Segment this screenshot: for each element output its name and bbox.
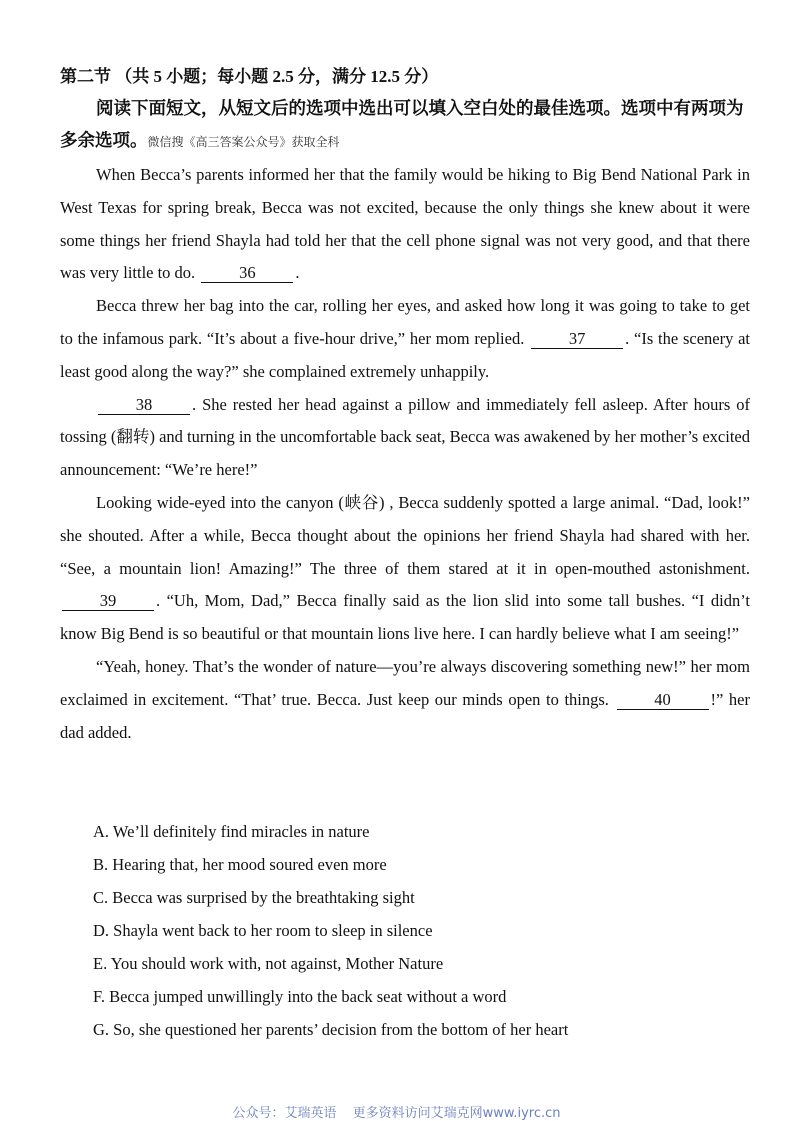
paragraph-2	[60, 290, 750, 388]
option-b: B. Hearing that, her mood soured even more	[93, 855, 387, 874]
paragraph-4-before: Looking wide-eyed into the canyon (峡谷) , Becca suddenly spotted a large animal. “Dad, look!” she shouted. After a while, Becca thought about the opinions her friend Shayla had shared with her. “See, a mountain lion! Amazing!” The three of them stared at it in open-mouthed astonishment.	[60, 492, 750, 578]
instruction-text: 阅读下面短文，从短文后的选项中选出可以填入空白处的最佳选项。选项中有两项为多余选项。	[60, 98, 744, 150]
paragraph-3	[60, 389, 750, 487]
option-g: G. So, she questioned her parents’ decision from the bottom of her heart	[93, 1020, 569, 1039]
paragraph-2-before: Becca threw her bag into the car, rolling her eyes, and asked how long it was going to take to get to the infamous park. “It’s about a five-hour drive,” her mom replied.	[60, 296, 750, 348]
paragraph-4	[60, 487, 750, 651]
paragraph-5-before: “Yeah, honey. That’s the wonder of nature—you’re always discovering something new!” her mom exclaimed in excitement. “That’ true. Becca. Just keep our minds open to things.	[60, 656, 750, 709]
paragraph-5-after: !” her dad added.	[60, 689, 751, 742]
paragraph-1	[60, 159, 750, 290]
paragraph-2-after: . “Is the scenery at least good along the way?” she complained extremely unhappily.	[60, 328, 751, 381]
paragraph-5	[60, 651, 750, 749]
instruction	[60, 92, 750, 158]
paragraph-1-after: .	[295, 263, 300, 283]
paragraph-4-after: . “Uh, Mom, Dad,” Becca finally said as the lion slid into some tall bushes. “I didn’t know Big Bend is so beautiful or that mountain lions live here. I can hardly believe what I am seeing!”	[60, 591, 750, 644]
blank-37: 37	[531, 330, 623, 349]
footer-watermark	[0, 1102, 793, 1121]
option-e: E. You should work with, not against, Mother Nature	[93, 954, 444, 973]
paragraph-3-after: . She rested her head against a pillow and immediately fell asleep. After hours of tossing (翻转) and turning in the uncomfortable back seat, Becca was awakened by her mother’s excited announcement: “We’re here!”	[60, 394, 750, 480]
option-f: F. Becca jumped unwillingly into the back seat without a word	[93, 987, 507, 1006]
option-c: C. Becca was surprised by the breathtaking sight	[93, 888, 415, 907]
option-a: A. We’ll definitely find miracles in nature	[93, 822, 370, 841]
option-d: D. Shayla went back to her room to sleep in silence	[93, 921, 433, 940]
section-title: 第二节 （共 5 小题；每小题 2.5 分，满分 12.5 分）	[60, 67, 439, 86]
blank-40: 40	[617, 691, 709, 710]
options-list	[93, 815, 753, 1046]
passage	[60, 159, 750, 749]
instruction-note: 微信搜《高三答案公众号》获取全科	[147, 135, 340, 149]
footer-account: 公众号：艾瑞英语	[232, 1106, 337, 1121]
blank-39: 39	[62, 592, 154, 611]
blank-36: 36	[201, 264, 293, 283]
paragraph-1-text: When Becca’s parents informed her that the family would be hiking to Big Bend National Park in West Texas for spring break, Becca was not excited, because the only things she knew about it were some things her friend Shayla had told her that the cell phone signal was not very good, and that there was very little to do.	[60, 165, 750, 283]
footer-more: 更多资料访问艾瑞克网www.iyrc.cn	[352, 1106, 561, 1121]
blank-38: 38	[98, 396, 190, 415]
